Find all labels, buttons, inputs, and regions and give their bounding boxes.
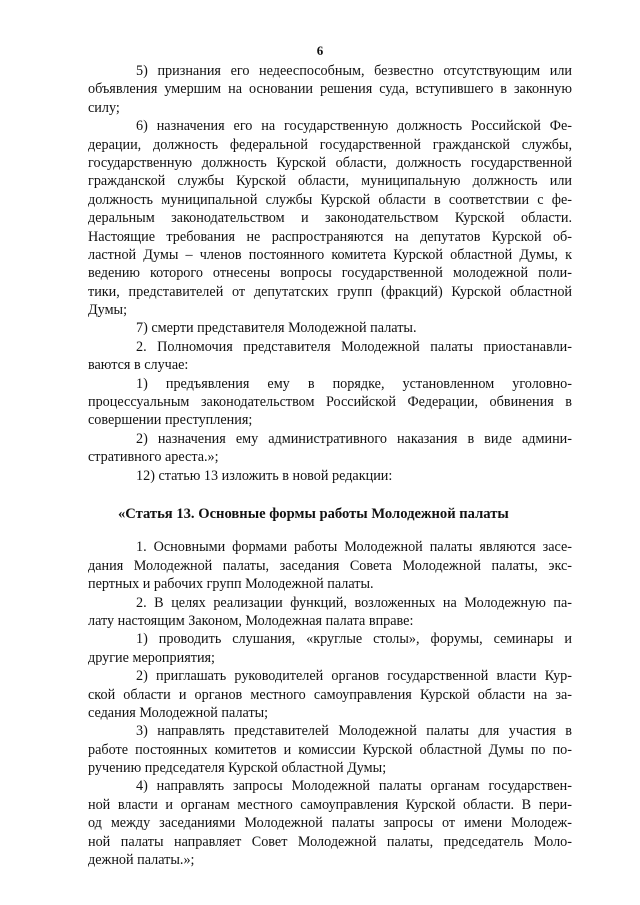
- text-line: 4) направлять запросы Молодежной палаты органам государствен-: [136, 778, 572, 795]
- text-line: пертных и рабочих групп Молодежной палаты.: [88, 576, 374, 593]
- text-line: силу;: [88, 99, 120, 116]
- text-line: ваются в случае:: [88, 357, 189, 374]
- text-line: седания Молодежной палаты;: [88, 704, 269, 721]
- text-line: 2. В целях реализации функций, возложенных на Молодежную па-: [136, 594, 572, 611]
- text-line: 2) приглашать руководителей органов государственной власти Кур-: [136, 668, 572, 685]
- text-line: должность муниципальной службы Курской области в соответствии с фе-: [88, 191, 572, 208]
- text-line: 1) проводить слушания, «круглые столы», форумы, семинары и: [136, 631, 572, 648]
- text-line: стративного ареста.»;: [88, 449, 219, 466]
- text-line: ской области и органов местного самоуправления Курской области на за-: [88, 686, 572, 703]
- text-line: 12) статью 13 изложить в новой редакции:: [136, 467, 393, 484]
- text-line: ной палаты направляет Совет Молодежной палаты, председатель Моло-: [88, 833, 572, 850]
- text-line: Настоящие требования не распространяются на депутатов Курской об-: [88, 228, 572, 245]
- text-block-amendments: [88, 62, 572, 485]
- text-line: 2) назначения ему административного наказания в виде админи-: [136, 430, 572, 447]
- text-line: дания Молодежной палаты, заседания Совета Молодежной палаты, экс-: [88, 557, 572, 574]
- text-line: ручению председателя Курской областной Думы;: [88, 760, 387, 777]
- article-heading: «Статья 13. Основные формы работы Молодежной палаты: [118, 505, 509, 522]
- text-line: 1) предъявления ему в порядке, установленном уголовно-: [136, 375, 572, 392]
- text-line: тики, представителей от депутатских групп (фракций) Курской областной: [88, 283, 572, 300]
- text-line: другие мероприятия;: [88, 649, 216, 666]
- text-line: од между заседаниями Молодежной палаты запросы от имени Молодеж-: [88, 815, 572, 832]
- text-line: Думы;: [88, 302, 128, 319]
- text-block-article-13: [88, 538, 572, 869]
- text-line: объявления умершим на основании решения суда, вступившего в законную: [88, 81, 572, 98]
- document-body: [88, 62, 572, 869]
- text-line: 3) направлять представителей Молодежной палаты для участия в: [136, 723, 572, 740]
- text-line: деральным законодательством и законодательством Курской области.: [88, 210, 572, 227]
- text-line: ной власти и органам местного самоуправления Курской области. В пери-: [88, 796, 572, 813]
- text-line: 1. Основными формами работы Молодежной палаты являются засе-: [136, 539, 572, 556]
- page-number: 6: [316, 43, 324, 58]
- text-line: 6) назначения его на государственную должность Российской Фе-: [136, 118, 572, 135]
- text-line: дерации, должность федеральной государственной гражданской службы,: [88, 136, 572, 153]
- text-line: лату настоящим Законом, Молодежная палата вправе:: [88, 612, 414, 629]
- text-line: совершении преступления;: [88, 412, 253, 429]
- text-line: дежной палаты.»;: [88, 852, 195, 869]
- text-line: гражданской службы Курской области, муниципальную должность или: [88, 173, 572, 190]
- text-line: 2. Полномочия представителя Молодежной палаты приостанавли-: [136, 338, 572, 355]
- text-line: 5) признания его недееспособным, безвестно отсутствующим или: [136, 63, 572, 79]
- text-line: работе постоянных комитетов и комиссии Курской областной Думы по по-: [88, 741, 572, 758]
- text-line: процессуальным законодательством Российской Федерации, обвинения в: [88, 394, 572, 411]
- text-line: ведению которого отнесены вопросы государственной молодежной поли-: [88, 265, 572, 282]
- text-line: ластной Думы – членов постоянного комитета Курской областной Думы, к: [88, 246, 572, 263]
- text-line: государственную должность Курской области, должность государственной: [88, 154, 572, 171]
- text-line: 7) смерти представителя Молодежной палаты.: [136, 320, 417, 337]
